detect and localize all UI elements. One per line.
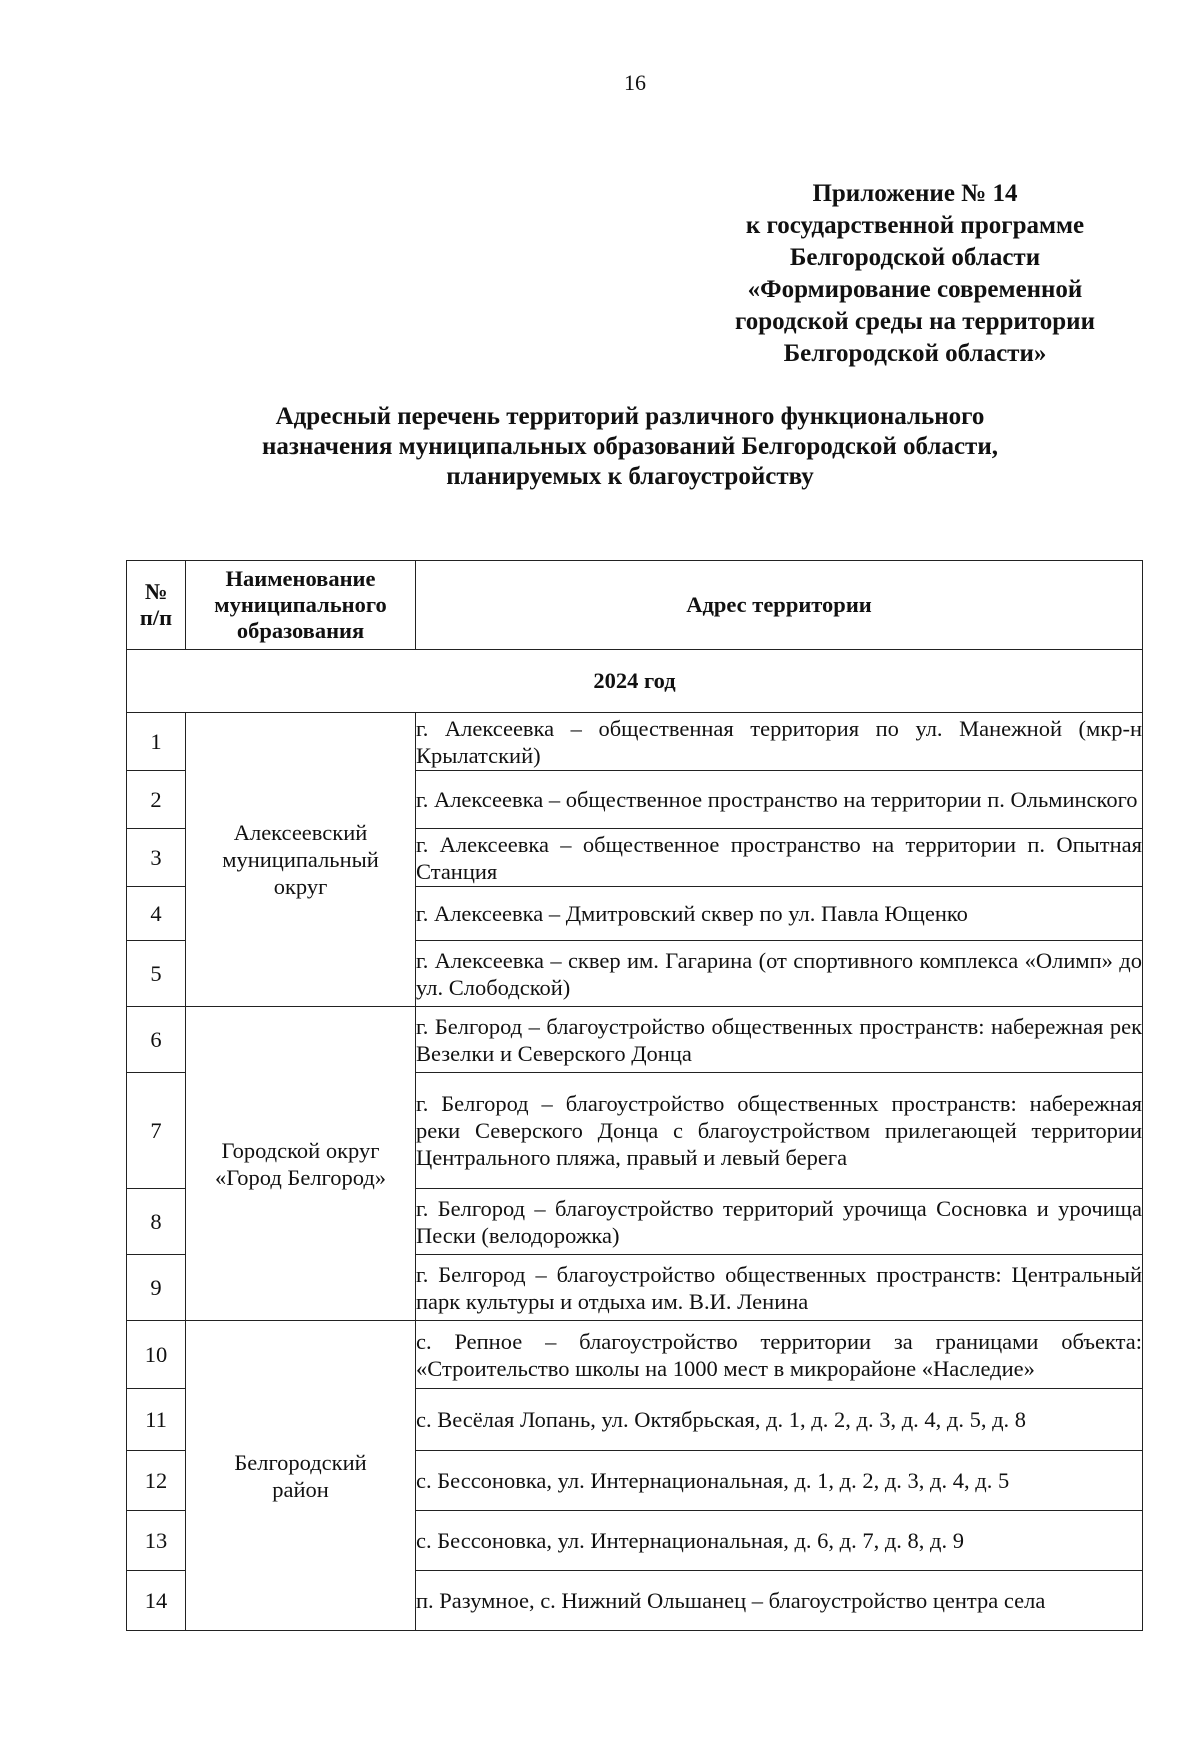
title-line: планируемых к благоустройству bbox=[446, 463, 814, 490]
address-cell: г. Белгород – благоустройство территорий урочища Сосновка и урочища Пески (велодорожка) bbox=[416, 1189, 1143, 1255]
municipality-cell: Городской округ «Город Белгород» bbox=[186, 1007, 416, 1321]
year-row bbox=[127, 650, 1143, 713]
municipality-cell: Алексеевский муниципальный округ bbox=[186, 713, 416, 1007]
address-cell: г. Белгород – благоустройство общественных пространств: Центральный парк культуры и отдыха им. В.И. Ленина bbox=[416, 1255, 1143, 1321]
row-number: 5 bbox=[127, 941, 186, 1007]
appendix-line: «Формирование современной bbox=[747, 276, 1083, 303]
title-line: назначения муниципальных образований Белгородской области, bbox=[262, 433, 998, 460]
table-row bbox=[127, 1321, 1143, 1389]
address-cell: с. Бессоновка, ул. Интернациональная, д. 1, д. 2, д. 3, д. 4, д. 5 bbox=[416, 1451, 1143, 1511]
header-municipality: Наименование муниципального образования bbox=[186, 561, 416, 650]
row-number: 9 bbox=[127, 1255, 186, 1321]
year-label: 2024 год bbox=[127, 650, 1143, 713]
table-header-row bbox=[127, 561, 1143, 650]
row-number: 11 bbox=[127, 1389, 186, 1451]
row-number: 10 bbox=[127, 1321, 186, 1389]
address-cell: г. Алексеевка – общественное пространство на территории п. Опытная Станция bbox=[416, 829, 1143, 887]
document-title bbox=[120, 402, 1140, 492]
row-number: 4 bbox=[127, 887, 186, 941]
appendix-line: городской среды на территории bbox=[735, 308, 1095, 335]
page-number: 16 bbox=[624, 70, 646, 95]
row-number: 6 bbox=[127, 1007, 186, 1073]
appendix-header bbox=[680, 178, 1150, 370]
address-cell: г. Алексеевка – Дмитровский сквер по ул. Павла Ющенко bbox=[416, 887, 1143, 941]
row-number: 3 bbox=[127, 829, 186, 887]
header-number: № п/п bbox=[127, 561, 186, 650]
row-number: 1 bbox=[127, 713, 186, 771]
header-address: Адрес территории bbox=[416, 561, 1143, 650]
address-cell: с. Репное – благоустройство территории за границами объекта: «Строительство школы на 1000 мест в микрорайоне «Наследие» bbox=[416, 1321, 1143, 1389]
address-cell: п. Разумное, с. Нижний Ольшанец – благоустройство центра села bbox=[416, 1571, 1143, 1631]
municipality-cell: Белгородский район bbox=[186, 1321, 416, 1631]
address-cell: г. Алексеевка – сквер им. Гагарина (от спортивного комплекса «Олимп» до ул. Слободской) bbox=[416, 941, 1143, 1007]
table-row bbox=[127, 713, 1143, 771]
row-number: 12 bbox=[127, 1451, 186, 1511]
address-cell: г. Белгород – благоустройство общественных пространств: набережная реки Северского Донца с благоустройством прилегающей территории Центрального пляжа, правый и левый берега bbox=[416, 1073, 1143, 1189]
address-cell: г. Алексеевка – общественное пространство на территории п. Ольминского bbox=[416, 771, 1143, 829]
address-cell: г. Алексеевка – общественная территория по ул. Манежной (мкр-н Крылатский) bbox=[416, 713, 1143, 771]
row-number: 8 bbox=[127, 1189, 186, 1255]
title-line: Адресный перечень территорий различного функционального bbox=[275, 403, 985, 430]
row-number: 13 bbox=[127, 1511, 186, 1571]
appendix-line: Белгородской области» bbox=[783, 340, 1047, 367]
address-cell: г. Белгород – благоустройство общественных пространств: набережная рек Везелки и Северского Донца bbox=[416, 1007, 1143, 1073]
territory-table bbox=[126, 560, 1143, 1631]
appendix-line: Приложение № 14 bbox=[812, 180, 1018, 207]
address-cell: с. Бессоновка, ул. Интернациональная, д. 6, д. 7, д. 8, д. 9 bbox=[416, 1511, 1143, 1571]
row-number: 14 bbox=[127, 1571, 186, 1631]
appendix-line: к государственной программе bbox=[745, 212, 1085, 239]
table-row bbox=[127, 1007, 1143, 1073]
appendix-line: Белгородской области bbox=[789, 244, 1041, 271]
row-number: 7 bbox=[127, 1073, 186, 1189]
address-cell: с. Весёлая Лопань, ул. Октябрьская, д. 1, д. 2, д. 3, д. 4, д. 5, д. 8 bbox=[416, 1389, 1143, 1451]
row-number: 2 bbox=[127, 771, 186, 829]
